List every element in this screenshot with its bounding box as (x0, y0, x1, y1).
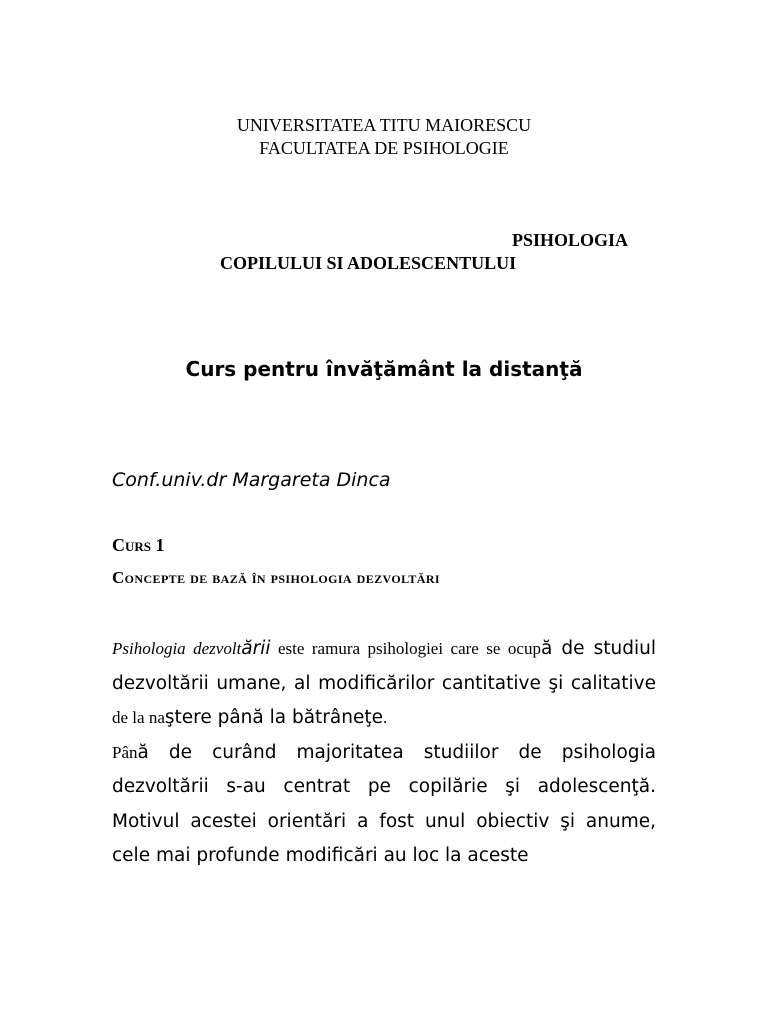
paragraph-2 (112, 736, 656, 874)
term-highlight: Psihologia dezvolt (112, 639, 242, 658)
paragraph-1 (112, 632, 656, 736)
course-title-line2: COPILULUI SI ADOLESCENTULUI (220, 253, 517, 273)
text-segment: ă de curând majoritatea studiilor de psihologia dezvoltării s-au centrat pe copilărie şi adolescenţă. Motivul acestei orientări a fost unul obiectiv şi anume, cele mai profunde modificări au loc la aceste (112, 741, 656, 866)
faculty-name: FACULTATEA DE PSIHOLOGIE (259, 138, 509, 158)
text-segment: este ramura psihologiei care se ocup (270, 639, 541, 658)
text-segment: de la na (112, 708, 165, 727)
author-name: Conf.univ.dr Margareta Dinca (112, 469, 391, 491)
institution-header (0, 114, 768, 160)
lesson-label: Curs 1 (112, 535, 165, 555)
university-name: UNIVERSITATEA TITU MAIORESCU (236, 115, 532, 135)
body-text (112, 632, 656, 874)
course-title-line1: PSIHOLOGIA (511, 230, 628, 250)
term-highlight-end: ării (241, 638, 271, 659)
course-subtitle: Curs pentru învăţământ la distanţă (185, 357, 583, 381)
text-segment: ă de studiul dezvoltării umane, al modificărilor cantitative şi calitative (112, 638, 656, 694)
course-title (0, 229, 768, 275)
text-segment: ştere până la bătrâneţe (164, 707, 383, 728)
text-segment: Pân (112, 742, 138, 762)
text-segment: . (383, 708, 388, 727)
lesson-topic: Concepte de bază în psihologia dezvoltări (112, 568, 440, 587)
